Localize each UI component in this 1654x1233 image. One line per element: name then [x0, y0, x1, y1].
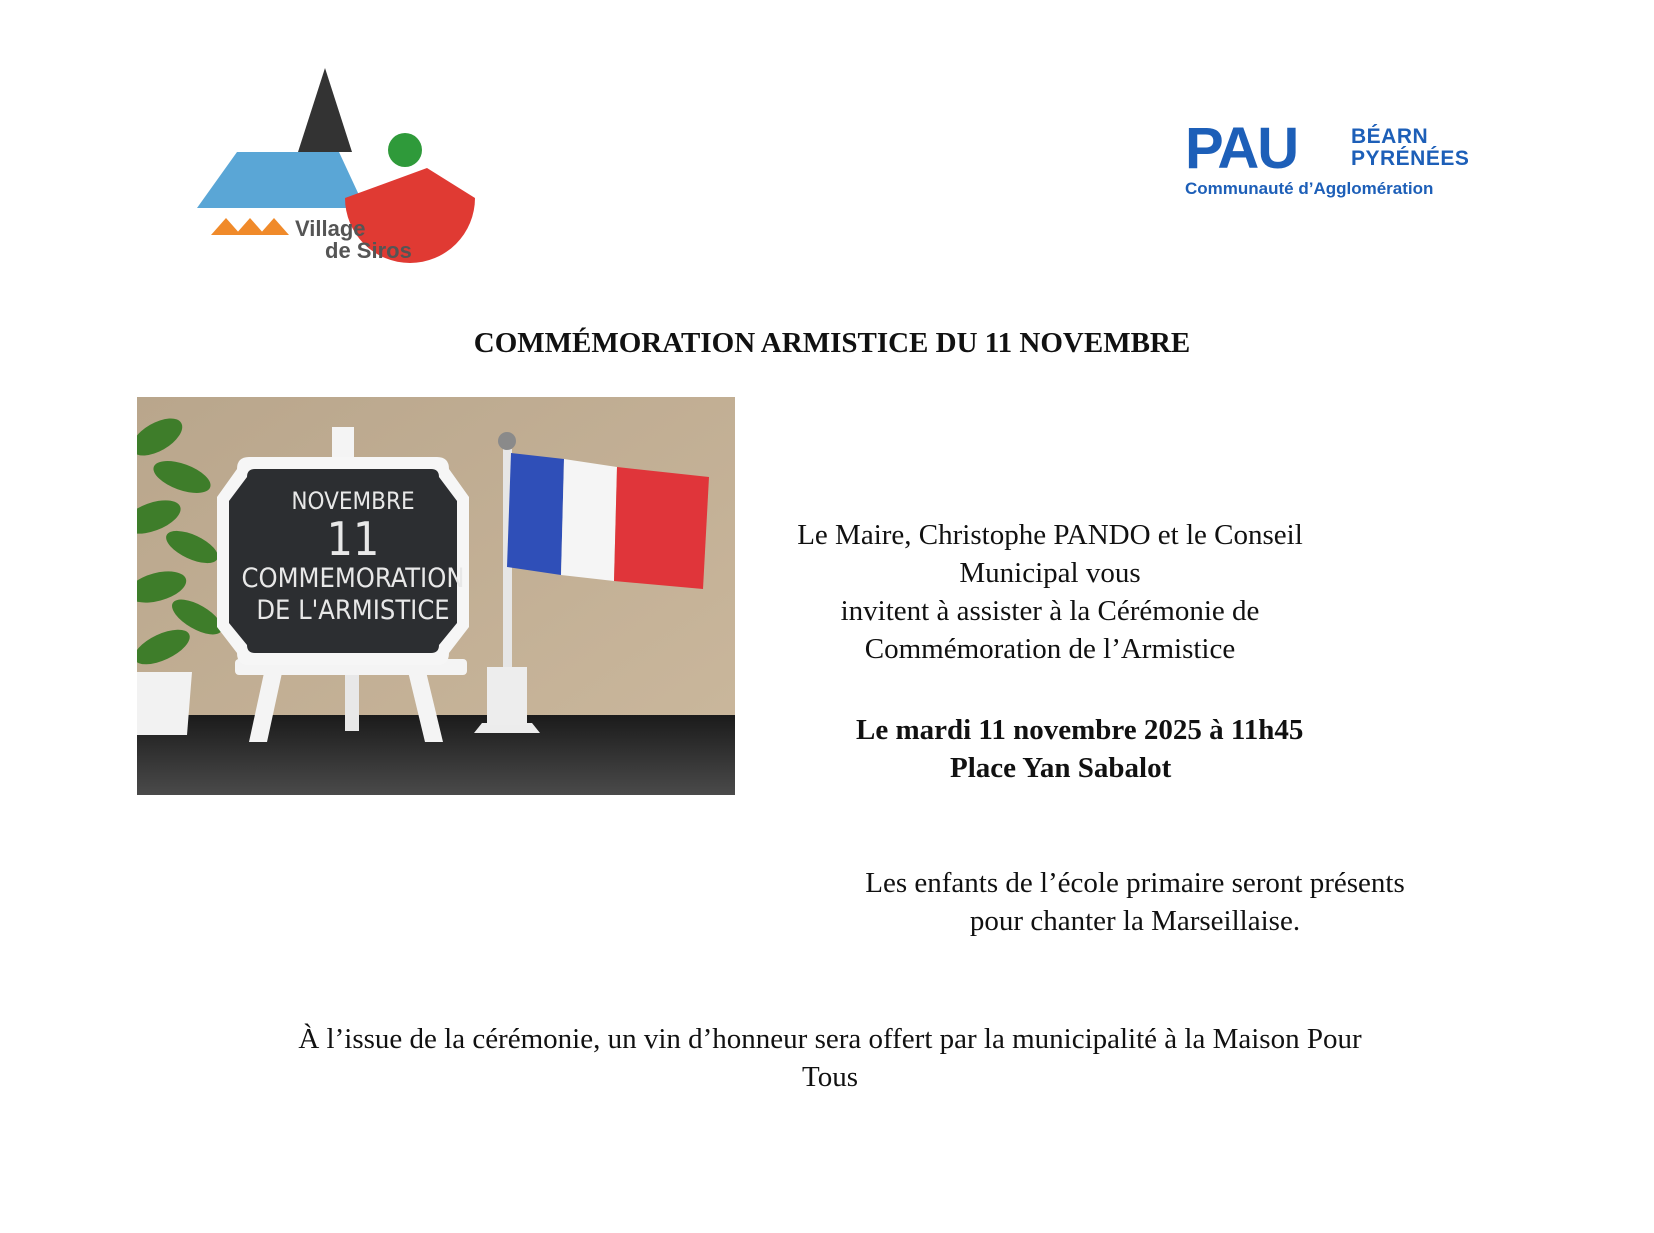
event-place: Place Yan Sabalot [950, 752, 1172, 784]
page-title [0, 326, 1654, 360]
invitation-line: Le Maire, Christophe PANDO et le Conseil [797, 519, 1303, 551]
children-line: pour chanter la Marseillaise. [969, 905, 1301, 937]
village-de-siros-logo [197, 68, 487, 280]
siros-logo-line2: de Siros [325, 238, 412, 263]
children-note [790, 864, 1480, 940]
pau-logo-line2: PYRÉNÉES [1351, 147, 1470, 170]
armistice-photo [137, 397, 735, 795]
pau-logo-line1: BÉARN [1351, 125, 1429, 148]
pau-logo-subtitle: Communauté d’Agglomération [1185, 179, 1434, 198]
page-title-text: COMMÉMORATION ARMISTICE DU 11 NOVEMBRE [473, 327, 1191, 359]
invitation-line: Municipal vous [959, 557, 1141, 589]
invitation-text [790, 516, 1310, 668]
siros-logo-line1: Village [295, 216, 366, 241]
pau-bearn-pyrenees-logo [1185, 116, 1495, 200]
reception-line: Tous [802, 1061, 858, 1093]
chalk-line-4: DE L'ARMISTICE [256, 595, 450, 626]
armistice-photo-illustration [137, 397, 735, 795]
invitation-line: Commémoration de l’Armistice [864, 633, 1236, 665]
event-when-where [800, 711, 1360, 787]
chalk-line-2: 11 [326, 512, 380, 566]
children-line: Les enfants de l’école primaire seront présents [865, 867, 1405, 899]
chalk-line-3: COMMEMORATION [241, 563, 465, 594]
reception-line: À l’issue de la cérémonie, un vin d’honneur sera offert par la municipalité à la Maison Pour [298, 1023, 1362, 1055]
chalk-line-1: NOVEMBRE [291, 487, 415, 515]
invitation-line: invitent à assister à la Cérémonie de [840, 595, 1260, 627]
event-date-time: Le mardi 11 novembre 2025 à 11h45 [856, 714, 1304, 746]
pau-logo-word: PAU [1185, 116, 1298, 181]
reception-note [180, 1020, 1480, 1096]
